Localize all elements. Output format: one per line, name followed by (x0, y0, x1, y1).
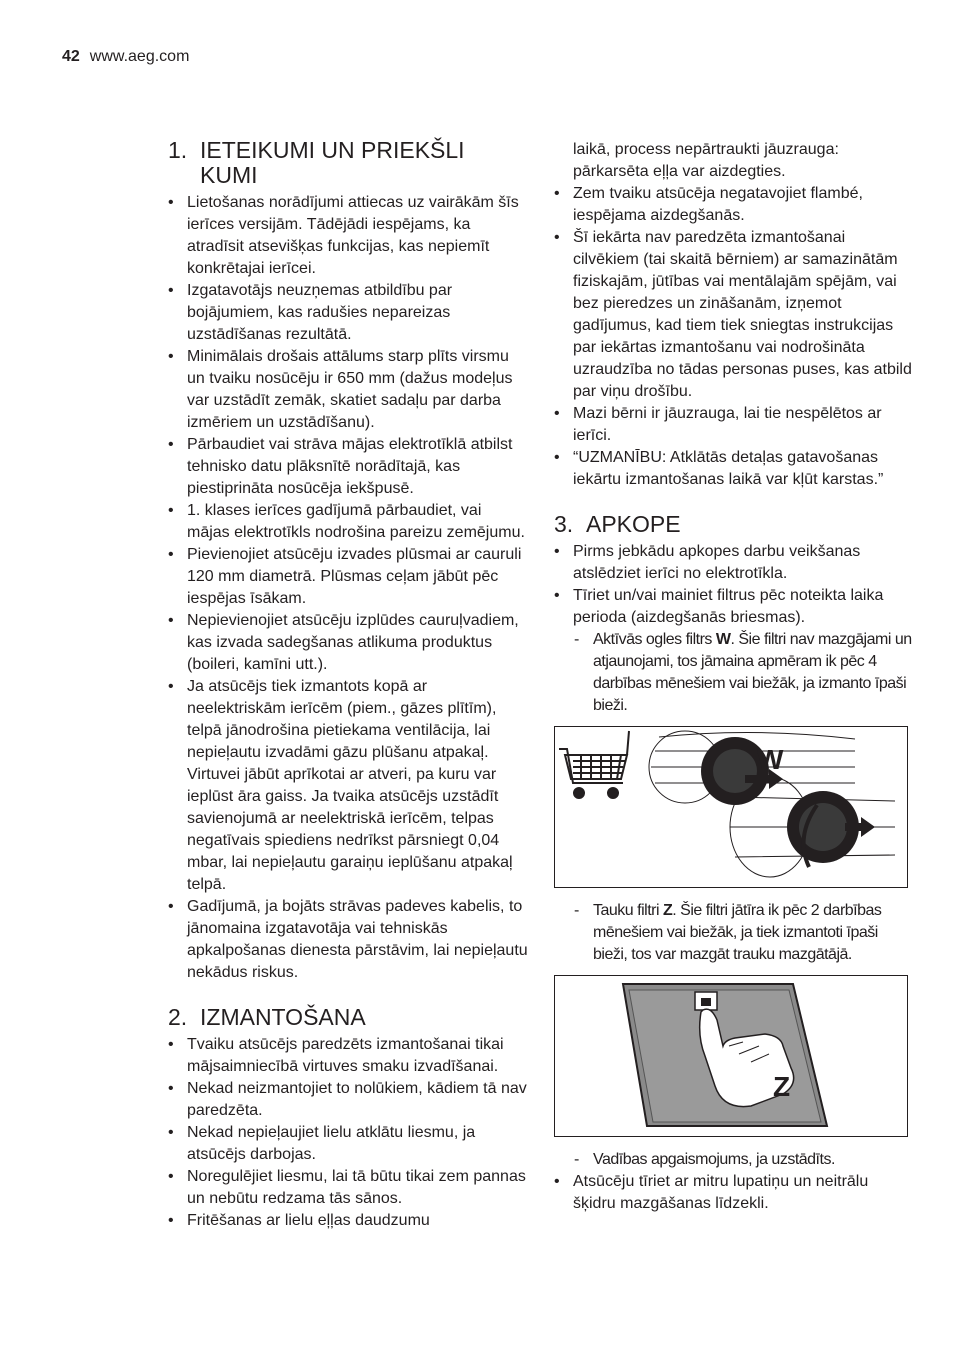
carbon-filter-illustration (555, 727, 907, 887)
list-item: • Šī iekārta nav paredzēta izmantošanai cilvēkiem (tai skaitā bērniem) ar samazinātām fiziskajām, jūtības vai mentālajām spējām, vai bez pieredzes un zināšanām, izņemot gadījumus, kad tiem tiek sniegtas instrukcijas par iekārtas izmantošanu vai nodrošināta uzraudzība no tādas personas puses, kas atbild par viņu drošību. (554, 227, 914, 403)
section-1-title: 1. IETEIKUMI UN PRIEKŠLI KUMI (168, 137, 465, 188)
list-item: • Mazi bērni ir jāuzrauga, lai tie nespēlētos ar ierīci. (554, 403, 914, 447)
list-item-split: • Fritēšanas ar lielu eļļas daudzumu (168, 1210, 528, 1232)
page-number: 42 (62, 48, 80, 65)
carbon-filter-figure (554, 726, 908, 888)
shopping-cart-icon (559, 731, 629, 798)
list-item: • 1. klases ierīces gadījumā pārbaudiet, vai mājas elektrotīkls nodrošina pareizu zemējumu. (168, 500, 528, 544)
sub-item-grease-filter: - Tauku filtri Z. Šie filtri jātīra ik pēc 2 darbības mēnešiem vai biežāk, ja tiek izmantoti īpaši bieži, tos var mazgāt trauku mazgātājā. (554, 900, 914, 966)
list-item: • Pievienojiet atsūcēju izvades plūsmai ar cauruli 120 mm diametrā. Plūsmas ceļam jābūt pēc iespējas īsākam. (168, 544, 528, 610)
right-column (554, 139, 914, 1215)
list-item: • Nekad neizmantojiet to nolūkiem, kādiem tā nav paredzēta. (168, 1078, 528, 1122)
section-3-list-end (554, 1171, 914, 1215)
list-item: • Lietošanas norādījumi attiecas uz vairākām šīs ierīces versijām. Tādējādi iespējams, ka atradīsit atsevišķas funkcijas, kas nepiemīt konkrētajai ierīcei. (168, 192, 528, 280)
list-item: • Tīriet un/vai mainiet filtrus pēc noteikta laika perioda (aizdegšanās briesmas). (554, 585, 914, 629)
list-item: • Pārbaudiet vai strāva mājas elektrotīklā atbilst tehnisko datu plāksnītē norādītajā, kas piestiprināta nosūcēja iekšpusē. (168, 434, 528, 500)
list-item: • Nekad nepieļaujiet lielu atklātu liesmu, ja atsūcējs darbojas. (168, 1122, 528, 1166)
section-3-title: 3. APKOPE (554, 511, 681, 537)
section-2-title: 2. IZMANTOŠANA (168, 1004, 366, 1030)
filter-letter-z: Z (773, 1071, 791, 1102)
section-1-list (168, 192, 528, 984)
sub-item-carbon-filter: - Aktīvās ogles filtrs W. Šie filtri nav mazgājami un atjaunojami, tos jāmaina apmēram ik pēc 4 darbības mēnešiem vai biežāk, ja izmanto īpaši bieži. (554, 629, 914, 717)
list-item: • Ja atsūcējs tiek izmantots kopā ar neelektriskām ierīcēm (piem., gāzes plītīm), telpā jānodrošina pietiekama ventilācija, lai nepieļautu izvadāmi gāzu plūšanu atpakaļ. Virtuvei jābūt aprīkotai ar atveri, pa kuru var ieplūst āra gaiss. Ja tvaika atsūcējs uzstādīt savienojumā ar neelektriskā ierīcēm, telpas negatīvais spiediens nedrīkst pārsniegt 0,04 mbar, lai nepieļautu garaiņu ieplūšanu atpakaļ telpā. (168, 676, 528, 896)
grease-filter-illustration (555, 976, 907, 1136)
list-item: • “UZMANĪBU: Atklātās detaļas gatavošanas iekārtu izmantošanas laikā var kļūt karstas.” (554, 447, 914, 491)
site-url: www.aeg.com (89, 48, 190, 65)
page-header (62, 48, 189, 66)
filter-letter-w: W (757, 744, 784, 775)
list-item-continued: laikā, process nepārtraukti jāuzrauga: pārkarsēta eļļa var aizdegties. (573, 141, 839, 180)
grease-filter-figure (554, 975, 908, 1137)
list-item: • Pirms jebkādu apkopes darbu veikšanas atslēdziet ierīci no elektrotīkla. (554, 541, 914, 585)
section-3-list (554, 541, 914, 629)
list-item: • Izgatavotājs neuzņemas atbildību par bojājumiem, kas radušies nepareizas uzstādīšanas rezultātā. (168, 280, 528, 346)
section-2-list-continued (554, 139, 914, 491)
left-column (168, 138, 528, 1232)
list-item: • Noregulējiet liesmu, lai tā būtu tikai zem pannas un nebūtu redzama tās sānos. (168, 1166, 528, 1210)
list-item: • Minimālais drošais attālums starp plīts virsmu un tvaiku nosūcēju ir 650 mm (dažus modeļus var uzstādīt zemāk, skatiet sadaļu par darba izmēriem un uzstādīšanu). (168, 346, 528, 434)
list-item: • Zem tvaiku atsūcēja negatavojiet flambé, iespējama aizdegšanās. (554, 183, 914, 227)
sub-item-control-lighting: - Vadības apgaismojums, ja uzstādīts. (554, 1149, 914, 1171)
section-2-list (168, 1034, 528, 1232)
list-item: • Nepievienojiet atsūcēju izplūdes cauruļvadiem, kas izvada sadegšanas atlikuma produktus (boileri, kamīni utt.). (168, 610, 528, 676)
list-item: • Atsūcēju tīriet ar mitru lupatiņu un neitrālu šķidru mazgāšanas līdzekli. (554, 1171, 914, 1215)
list-item: • Gadījumā, ja bojāts strāvas padeves kabelis, to jānomaina izgatavotāja vai tehniskās apkalpošanas dienesta pārstāvim, lai nepieļautu nekādus riskus. (168, 896, 528, 984)
list-item: • Tvaiku atsūcējs paredzēts izmantošanai tikai mājsaimniecībā virtuves smaku izvadīšanai. (168, 1034, 528, 1078)
